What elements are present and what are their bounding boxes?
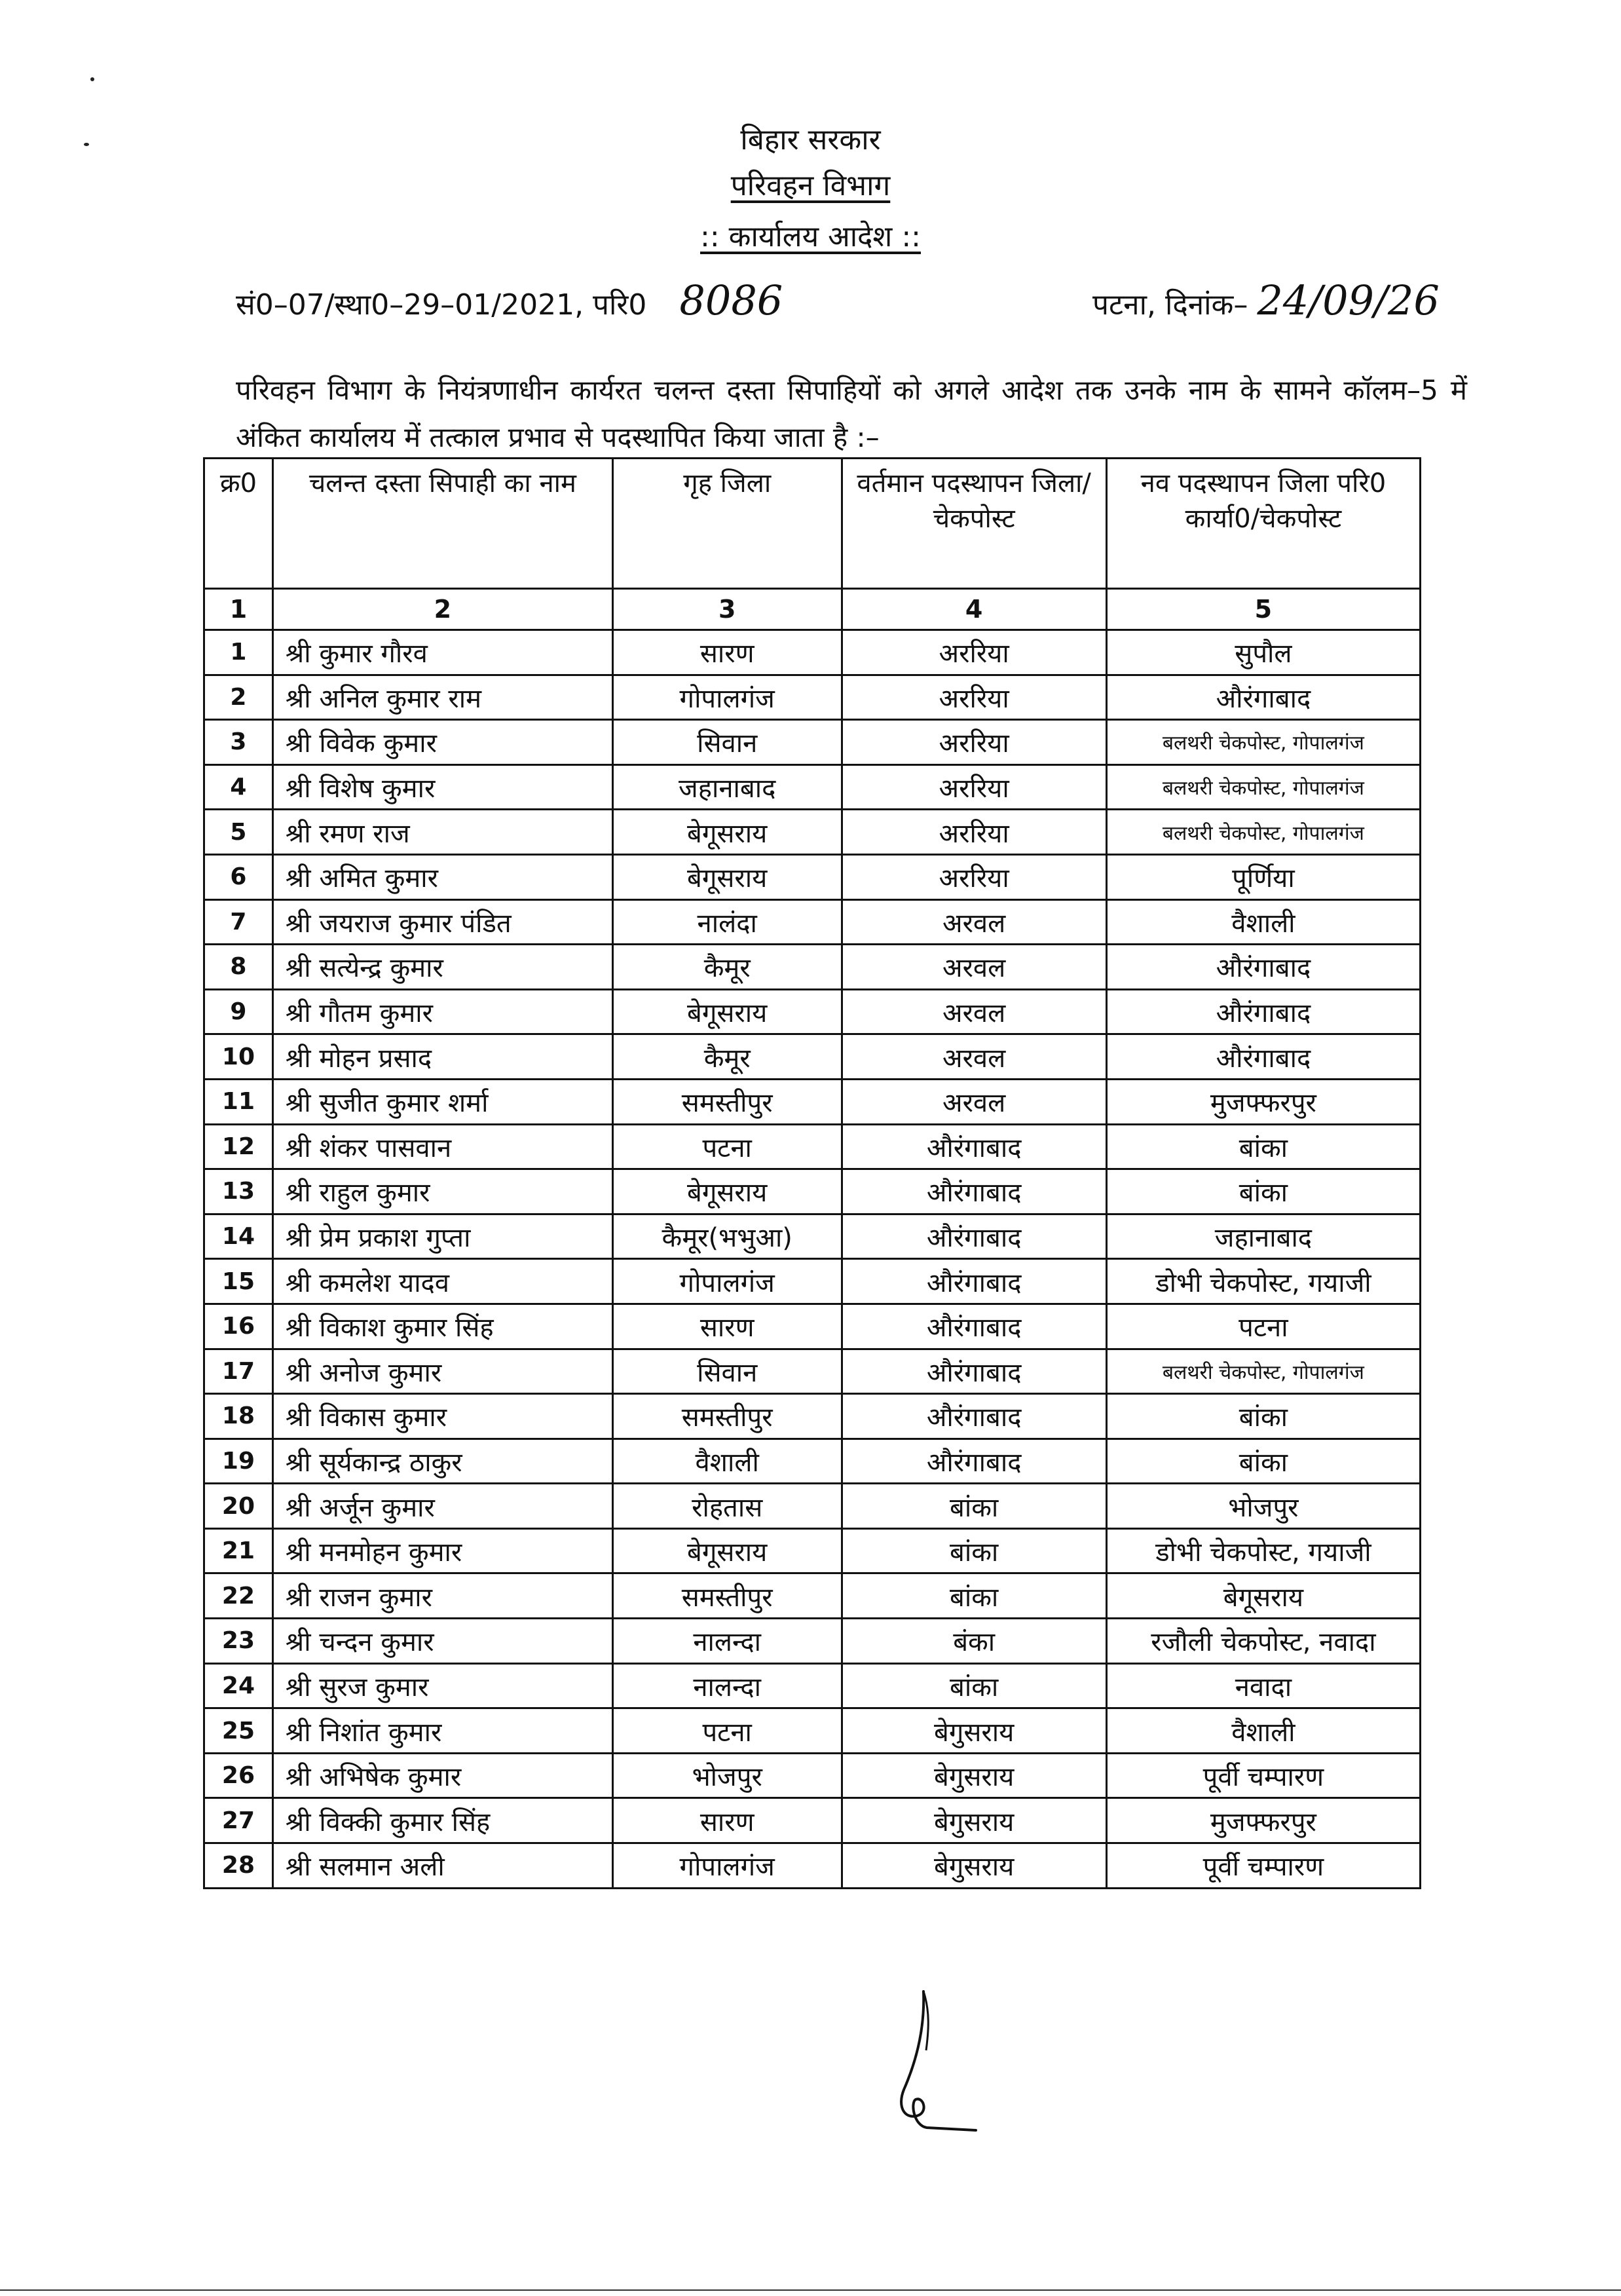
current-posting-cell: औरंगाबाद <box>842 1259 1106 1304</box>
current-posting-cell: बांका <box>842 1484 1106 1529</box>
current-posting-cell: औरंगाबाद <box>842 1124 1106 1169</box>
current-posting-cell: अरवल <box>842 1034 1106 1080</box>
table-row <box>204 1663 1421 1708</box>
current-posting-cell: औरंगाबाद <box>842 1349 1106 1394</box>
current-posting-cell: अररिया <box>842 810 1106 855</box>
name-cell: श्री विवेक कुमार <box>272 720 612 765</box>
current-posting-cell: अररिया <box>842 854 1106 899</box>
table-row <box>204 1708 1421 1754</box>
table-row <box>204 989 1421 1034</box>
current-posting-cell: औरंगाबाद <box>842 1214 1106 1259</box>
home-district-cell: नालंदा <box>612 899 842 945</box>
home-district-cell: बेगूसराय <box>612 989 842 1034</box>
current-posting-cell: बांका <box>842 1573 1106 1619</box>
header-name: चलन्त दस्ता सिपाही का नाम <box>272 459 612 589</box>
name-cell: श्री विकाश कुमार सिंह <box>272 1304 612 1349</box>
serial-cell: 6 <box>204 854 273 899</box>
serial-cell: 4 <box>204 764 273 810</box>
column-number: 4 <box>842 589 1106 630</box>
table-row <box>204 1079 1421 1124</box>
name-cell: श्री अमित कुमार <box>272 854 612 899</box>
name-cell: श्री सुरज कुमार <box>272 1663 612 1708</box>
home-district-cell: सिवान <box>612 720 842 765</box>
date-handwritten: 24/09/26 <box>1257 276 1440 324</box>
serial-cell: 21 <box>204 1528 273 1573</box>
table-header-row <box>204 459 1421 589</box>
header-serial: क्र0 <box>204 459 273 589</box>
table-column-number-row <box>204 589 1421 630</box>
serial-cell: 11 <box>204 1079 273 1124</box>
serial-cell: 13 <box>204 1169 273 1214</box>
new-posting-cell: औरंगाबाद <box>1106 945 1420 990</box>
home-district-cell: नालन्दा <box>612 1663 842 1708</box>
new-posting-cell: बांका <box>1106 1394 1420 1439</box>
new-posting-cell: बलथरी चेकपोस्ट, गोपालगंज <box>1106 764 1420 810</box>
new-posting-cell: सुपौल <box>1106 630 1420 675</box>
name-cell: श्री अभिषेक कुमार <box>272 1753 612 1798</box>
table-row <box>204 1259 1421 1304</box>
place-date-label: पटना, दिनांक– <box>1092 288 1248 322</box>
column-number: 2 <box>272 589 612 630</box>
name-cell: श्री प्रेम प्रकाश गुप्ता <box>272 1214 612 1259</box>
new-posting-cell: डोभी चेकपोस्ट, गयाजी <box>1106 1528 1420 1573</box>
order-title <box>0 220 1621 255</box>
name-cell: श्री सूर्यकान्द्र ठाकुर <box>272 1439 612 1484</box>
current-posting-cell: अरवल <box>842 945 1106 990</box>
serial-cell: 16 <box>204 1304 273 1349</box>
table-row <box>204 1034 1421 1080</box>
serial-cell: 5 <box>204 810 273 855</box>
new-posting-cell: औरंगाबाद <box>1106 989 1420 1034</box>
new-posting-cell: पूर्वी चम्पारण <box>1106 1843 1420 1889</box>
table-body <box>204 630 1421 1889</box>
name-cell: श्री राजन कुमार <box>272 1573 612 1619</box>
name-cell: श्री अर्जून कुमार <box>272 1484 612 1529</box>
serial-cell: 14 <box>204 1214 273 1259</box>
home-district-cell: कैमूर <box>612 1034 842 1080</box>
name-cell: श्री सलमान अली <box>272 1843 612 1889</box>
serial-cell: 7 <box>204 899 273 945</box>
new-posting-cell: पूर्वी चम्पारण <box>1106 1753 1420 1798</box>
new-posting-cell: जहानाबाद <box>1106 1214 1420 1259</box>
home-district-cell: रोहतास <box>612 1484 842 1529</box>
current-posting-cell: औरंगाबाद <box>842 1169 1106 1214</box>
current-posting-cell: अररिया <box>842 720 1106 765</box>
current-posting-cell: औरंगाबाद <box>842 1304 1106 1349</box>
name-cell: श्री निशांत कुमार <box>272 1708 612 1754</box>
name-cell: श्री जयराज कुमार पंडित <box>272 899 612 945</box>
home-district-cell: कैमूर <box>612 945 842 990</box>
current-posting-cell: बेगुसराय <box>842 1753 1106 1798</box>
scan-edge-line <box>0 2289 1621 2291</box>
new-posting-cell: पटना <box>1106 1304 1420 1349</box>
serial-cell: 25 <box>204 1708 273 1754</box>
serial-cell: 28 <box>204 1843 273 1889</box>
home-district-cell: समस्तीपुर <box>612 1573 842 1619</box>
government-heading: बिहार सरकार <box>740 123 881 157</box>
department-heading: परिवहन विभाग <box>730 169 891 202</box>
home-district-cell: बेगूसराय <box>612 810 842 855</box>
name-cell: श्री चन्दन कुमार <box>272 1619 612 1664</box>
table-row <box>204 810 1421 855</box>
table-row <box>204 675 1421 720</box>
current-posting-cell: बांका <box>842 1528 1106 1573</box>
home-district-cell: कैमूर(भभुआ) <box>612 1214 842 1259</box>
serial-cell: 15 <box>204 1259 273 1304</box>
column-number: 1 <box>204 589 273 630</box>
reference-number <box>236 276 783 324</box>
home-district-cell: पटना <box>612 1708 842 1754</box>
new-posting-cell: मुजफ्फरपुर <box>1106 1798 1420 1843</box>
name-cell: श्री अनोज कुमार <box>272 1349 612 1394</box>
name-cell: श्री राहुल कुमार <box>272 1169 612 1214</box>
table-row <box>204 1439 1421 1484</box>
signature <box>878 1985 982 2142</box>
table-row <box>204 1573 1421 1619</box>
home-district-cell: समस्तीपुर <box>612 1079 842 1124</box>
posting-table <box>203 457 1421 1889</box>
reference-number-handwritten: 8086 <box>679 276 783 324</box>
home-district-cell: बेगूसराय <box>612 854 842 899</box>
table-row <box>204 720 1421 765</box>
home-district-cell: पटना <box>612 1124 842 1169</box>
serial-cell: 9 <box>204 989 273 1034</box>
name-cell: श्री रमण राज <box>272 810 612 855</box>
current-posting-cell: बेगुसराय <box>842 1798 1106 1843</box>
name-cell: श्री शंकर पासवान <box>272 1124 612 1169</box>
table-row <box>204 1169 1421 1214</box>
name-cell: श्री अनिल कुमार राम <box>272 675 612 720</box>
new-posting-cell: औरंगाबाद <box>1106 675 1420 720</box>
new-posting-cell: रजौली चेकपोस्ट, नवादा <box>1106 1619 1420 1664</box>
table-row <box>204 1349 1421 1394</box>
serial-cell: 12 <box>204 1124 273 1169</box>
table-row <box>204 945 1421 990</box>
new-posting-cell: बांका <box>1106 1124 1420 1169</box>
new-posting-cell: नवादा <box>1106 1663 1420 1708</box>
current-posting-cell: अररिया <box>842 630 1106 675</box>
table-row <box>204 1843 1421 1889</box>
current-posting-cell: अरवल <box>842 899 1106 945</box>
home-district-cell: बेगूसराय <box>612 1528 842 1573</box>
serial-cell: 20 <box>204 1484 273 1529</box>
intro-paragraph: परिवहन विभाग के नियंत्रणाधीन कार्यरत चलन्त दस्ता सिपाहियों को अगले आदेश तक उनके नाम के सामने कॉलम–5 में अंकित कार्यालय में तत्काल प्रभाव से पदस्थापित किया जाता है :– <box>236 374 1467 453</box>
current-posting-cell: बेगुसराय <box>842 1843 1106 1889</box>
name-cell: श्री सुजीत कुमार शर्मा <box>272 1079 612 1124</box>
table-row <box>204 1214 1421 1259</box>
table-row <box>204 1753 1421 1798</box>
name-cell: श्री गौतम कुमार <box>272 989 612 1034</box>
name-cell: श्री सत्येन्द्र कुमार <box>272 945 612 990</box>
home-district-cell: गोपालगंज <box>612 1259 842 1304</box>
current-posting-cell: बेगुसराय <box>842 1708 1106 1754</box>
serial-cell: 22 <box>204 1573 273 1619</box>
current-posting-cell: अररिया <box>842 675 1106 720</box>
serial-cell: 3 <box>204 720 273 765</box>
table-row <box>204 764 1421 810</box>
new-posting-cell: मुजफ्फरपुर <box>1106 1079 1420 1124</box>
serial-cell: 1 <box>204 630 273 675</box>
reference-number-label: सं0–07/स्था0–29–01/2021, परि0 <box>236 288 647 322</box>
new-posting-cell: डोभी चेकपोस्ट, गयाजी <box>1106 1259 1420 1304</box>
scan-mark <box>90 77 94 81</box>
name-cell: श्री मोहन प्रसाद <box>272 1034 612 1080</box>
table-row <box>204 1528 1421 1573</box>
serial-cell: 24 <box>204 1663 273 1708</box>
current-posting-cell: औरंगाबाद <box>842 1439 1106 1484</box>
serial-cell: 8 <box>204 945 273 990</box>
current-posting-cell: बांका <box>842 1663 1106 1708</box>
new-posting-cell: बांका <box>1106 1439 1420 1484</box>
new-posting-cell: भोजपुर <box>1106 1484 1420 1529</box>
current-posting-cell: औरंगाबाद <box>842 1394 1106 1439</box>
home-district-cell: नालन्दा <box>612 1619 842 1664</box>
column-number: 3 <box>612 589 842 630</box>
table-row <box>204 854 1421 899</box>
header-new-posting: नव पदस्थापन जिला परि0 कार्या0/चेकपोस्ट <box>1106 459 1420 589</box>
home-district-cell: वैशाली <box>612 1439 842 1484</box>
header-home-district: गृह जिला <box>612 459 842 589</box>
serial-cell: 10 <box>204 1034 273 1080</box>
name-cell: श्री विक्की कुमार सिंह <box>272 1798 612 1843</box>
serial-cell: 26 <box>204 1753 273 1798</box>
name-cell: श्री विशेष कुमार <box>272 764 612 810</box>
name-cell: श्री मनमोहन कुमार <box>272 1528 612 1573</box>
new-posting-cell: बेगूसराय <box>1106 1573 1420 1619</box>
current-posting-cell: अरवल <box>842 989 1106 1034</box>
new-posting-cell: बलथरी चेकपोस्ट, गोपालगंज <box>1106 720 1420 765</box>
name-cell: श्री कुमार गौरव <box>272 630 612 675</box>
current-posting-cell: बंका <box>842 1619 1106 1664</box>
serial-cell: 2 <box>204 675 273 720</box>
home-district-cell: सारण <box>612 1304 842 1349</box>
current-posting-cell: अरवल <box>842 1079 1106 1124</box>
home-district-cell: सारण <box>612 1798 842 1843</box>
new-posting-cell: औरंगाबाद <box>1106 1034 1420 1080</box>
table-row <box>204 1304 1421 1349</box>
home-district-cell: भोजपुर <box>612 1753 842 1798</box>
table-row <box>204 1619 1421 1664</box>
new-posting-cell: पूर्णिया <box>1106 854 1420 899</box>
table-row <box>204 630 1421 675</box>
new-posting-cell: बलथरी चेकपोस्ट, गोपालगंज <box>1106 1349 1420 1394</box>
table-row <box>204 899 1421 945</box>
new-posting-cell: वैशाली <box>1106 899 1420 945</box>
home-district-cell: सिवान <box>612 1349 842 1394</box>
home-district-cell: समस्तीपुर <box>612 1394 842 1439</box>
new-posting-cell: बांका <box>1106 1169 1420 1214</box>
serial-cell: 17 <box>204 1349 273 1394</box>
table-row <box>204 1798 1421 1843</box>
table-row <box>204 1484 1421 1529</box>
name-cell: श्री विकास कुमार <box>272 1394 612 1439</box>
header-current-posting: वर्तमान पदस्थापन जिला/चेकपोस्ट <box>842 459 1106 589</box>
home-district-cell: गोपालगंज <box>612 675 842 720</box>
serial-cell: 23 <box>204 1619 273 1664</box>
name-cell: श्री कमलेश यादव <box>272 1259 612 1304</box>
serial-cell: 27 <box>204 1798 273 1843</box>
serial-cell: 19 <box>204 1439 273 1484</box>
home-district-cell: बेगूसराय <box>612 1169 842 1214</box>
current-posting-cell: अररिया <box>842 764 1106 810</box>
order-title-text: :: कार्यालय आदेश :: <box>700 220 921 254</box>
serial-cell: 18 <box>204 1394 273 1439</box>
home-district-cell: जहानाबाद <box>612 764 842 810</box>
table-row <box>204 1394 1421 1439</box>
home-district-cell: सारण <box>612 630 842 675</box>
place-date <box>1092 276 1440 324</box>
new-posting-cell: बलथरी चेकपोस्ट, गोपालगंज <box>1106 810 1420 855</box>
column-number: 5 <box>1106 589 1420 630</box>
home-district-cell: गोपालगंज <box>612 1843 842 1889</box>
new-posting-cell: वैशाली <box>1106 1708 1420 1754</box>
table-row <box>204 1124 1421 1169</box>
